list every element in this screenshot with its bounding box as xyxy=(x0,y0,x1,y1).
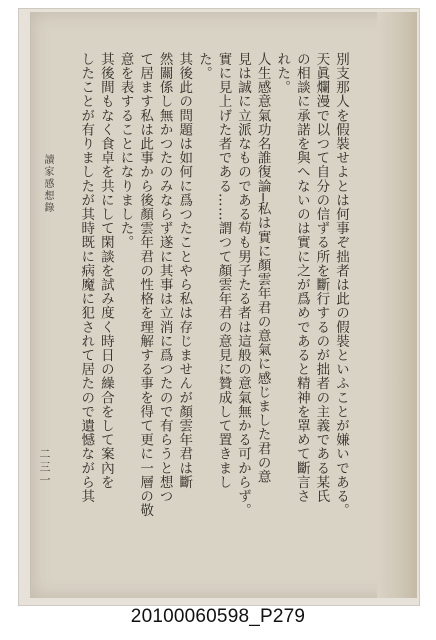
page-body-text xyxy=(70,52,350,522)
text-column: 人生感意氣功名誰復論─私は實に顏雲年君の意氣に感じました君の意 xyxy=(254,52,271,484)
image-caption: 20100060598_P279 xyxy=(130,606,306,627)
text-column: た。 xyxy=(195,52,212,81)
page-number: 二三一 xyxy=(38,448,51,487)
text-column: の相談に承諾を與へないのは實に之が爲めであると精神を罩めて斷言さ xyxy=(293,52,310,504)
text-column: 然關係し無かつたのみならず遂に其事は立消に爲つたので有らうと想つ xyxy=(156,52,173,504)
text-column: れた。 xyxy=(274,52,291,95)
text-column: 天眞爛漫で以つて自分の信ずる所を斷行するのが拙者の主義である某氏 xyxy=(313,52,330,504)
text-column: 意を表することになりました。 xyxy=(117,52,134,250)
running-head: 讀家感想錄 xyxy=(42,154,53,214)
text-column: 其後間もなく食卓を共にして閑談を試み度く時日の繰合をして案內を xyxy=(97,52,114,490)
text-column: 見は誠に立派なものである苟も男子たる者は這般の意氣無かる可からず。 xyxy=(235,52,252,518)
text-column: 實に見上げた者である……謂つて顏雲年君の意見に贊成して置きまし xyxy=(215,52,232,490)
text-column: したことが有りましたが其時既に病魔に犯されて居たので遺憾ながら其 xyxy=(78,52,95,504)
text-column: て居ます私は此事から後顏雲年君の性格を理解する事を得て更に一層の敬 xyxy=(137,52,154,518)
page-binding-shadow xyxy=(377,12,417,598)
text-column: 別支那人を假裝せよとは何事ぞ拙者は此の假裝といふことが嫌いである。 xyxy=(333,52,349,518)
text-column: 其後此の問題は如何に爲つたことやら私は存じませんが顏雲年君は斷 xyxy=(176,52,193,490)
